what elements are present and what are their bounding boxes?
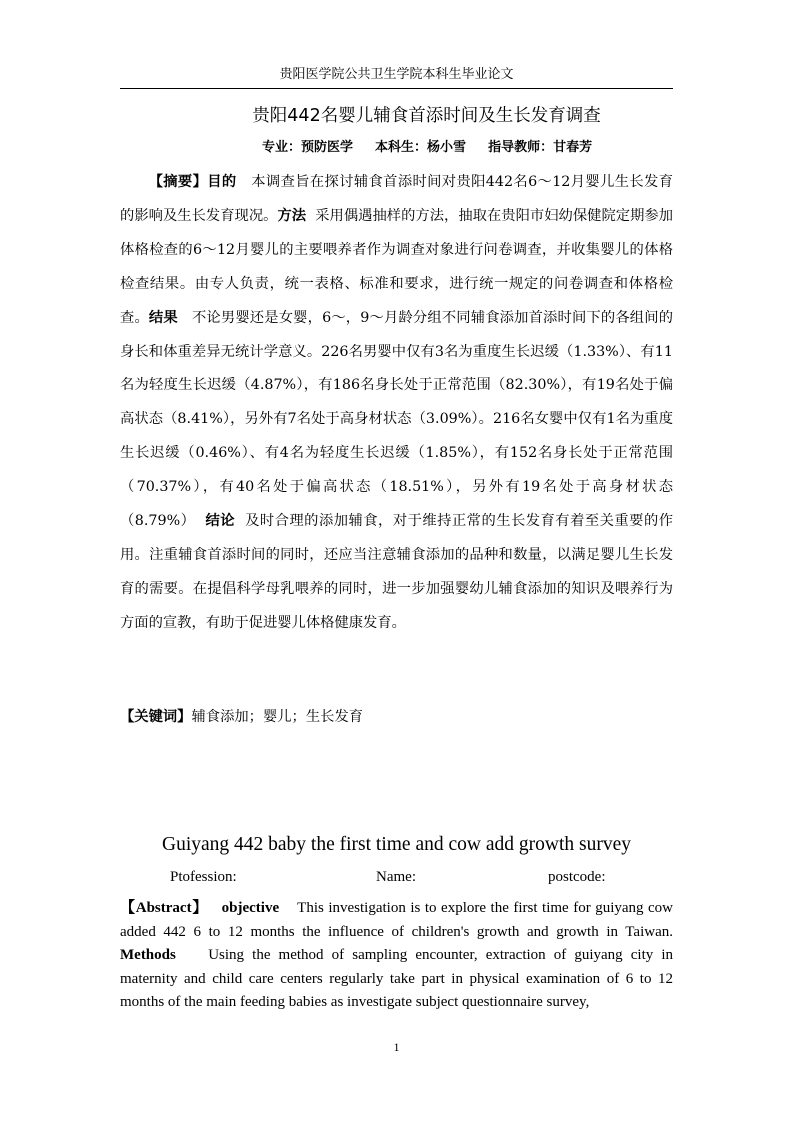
abstract-purpose-text: 本调查旨在探讨辅食首添时间对贵阳442名6～12月婴儿生长发育的影响及生长发育现况。	[120, 174, 673, 224]
english-title: Guiyang 442 baby the first time and cow add growth survey	[162, 834, 631, 855]
english-objective-label: objective	[221, 900, 280, 916]
header-rule	[120, 88, 673, 89]
abstract-conclusion-label: 结论	[205, 513, 236, 530]
abstract-methods-text: 采用偶遇抽样的方法，抽取在贵阳市妇幼保健院定期参加体格检查的6～12月婴儿的主要喂养者作为调查对象进行问卷调查，并收集婴儿的体格检查结果。由专人负责，统一表格、标准和要求，进行统一规定的问卷调查和体格检查。	[120, 207, 674, 326]
profession-label: Ptofession:	[170, 869, 237, 885]
advisor-label: 指导教师：	[488, 140, 554, 155]
postcode-label: postcode:	[548, 869, 606, 885]
english-objective-text: This investigation is to explore the first time for guiyang cow added 442 6 to 12 months the influence of children's growth and growth in Taiwan.	[120, 900, 674, 940]
student-label: 本科生：	[375, 140, 428, 155]
page-number: 1	[393, 1040, 400, 1054]
chinese-abstract	[120, 166, 673, 641]
abstract-conclusion-text: 及时合理的添加辅食，对于维持正常的生长发育有着至关重要的作用。注重辅食首添时间的同时，还应当注意辅食添加的品种和数量，以满足婴儿生长发育的需要。在提倡科学母乳喂养的同时，进一步加强婴幼儿辅食添加的知识及喂养行为方面的宣教，有助于促进婴儿体格健康发育。	[120, 513, 674, 631]
major-label: 专业：	[262, 140, 302, 155]
major-value: 预防医学	[301, 140, 354, 155]
keywords-label: 【关键词】	[120, 709, 192, 725]
advisor-value: 甘春芳	[553, 140, 593, 155]
english-abstract	[120, 897, 673, 1015]
running-head: 贵阳医学院公共卫生学院本科生毕业论文	[279, 67, 514, 82]
abstract-methods-label: 方法	[277, 207, 307, 224]
chinese-keywords	[120, 702, 673, 732]
chinese-author-line	[262, 139, 592, 157]
english-methods-text: Using the method of sampling encounter, extraction of guiyang city in maternity and child care centers regularly take part in physical examination of 6 to 12 months of the main feeding babies as investigate subject questionnaire survey,	[120, 947, 674, 1010]
keywords-text: 辅食添加；婴儿；生长发育	[191, 709, 364, 725]
name-label: Name:	[376, 869, 416, 885]
english-methods-label: Methods	[120, 947, 176, 963]
english-abstract-label: 【Abstract】	[120, 900, 209, 916]
chinese-title-text: 贵阳442名婴儿辅食首添时间及生长发育调查	[252, 106, 601, 126]
abstract-results-text: 不论男婴还是女婴，6～，9～月龄分组不同辅食添加首添时间下的各组间的身长和体重差异无统计学意义。226名男婴中仅有3名为重度生长迟缓（1.33%）、有11名为轻度生长迟缓（4.87%），有186名身长处于正常范围（82.30%），有19名处于偏高状态（8.41%），另外有7名处于高身材状态（3.09%）。216名女婴中仅有1名为重度生长迟缓（0.46%）、有4名为轻度生长迟缓（1.85%），有152名身长处于正常范围（70.37%），有40名处于偏高状态（18.51%），另外有19名处于高身材状态（8.79%）	[120, 309, 673, 530]
abstract-purpose-label: 【摘要】目的	[148, 174, 237, 190]
chinese-title	[120, 104, 673, 128]
student-value: 杨小雪	[427, 140, 467, 155]
abstract-results-label: 结果	[148, 309, 178, 326]
